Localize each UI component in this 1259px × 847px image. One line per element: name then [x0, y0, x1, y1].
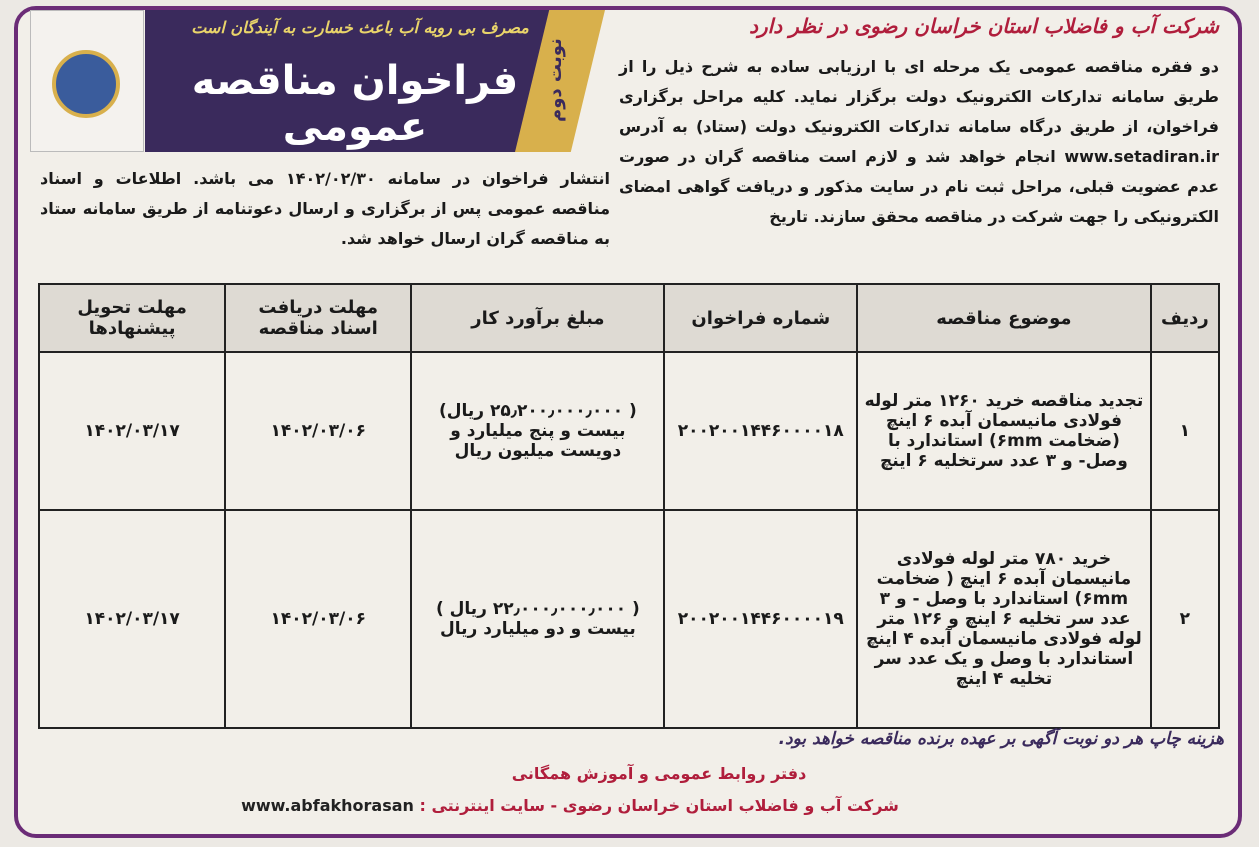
col-header-amount: مبلغ برآورد کار	[411, 284, 664, 352]
row-submit-deadline: ۱۴۰۲/۰۳/۱۷	[39, 352, 225, 510]
office-name: دفتر روابط عمومی و آموزش همگانی	[511, 764, 807, 783]
row-number: ۲۰۰۲۰۰۱۴۴۶۰۰۰۰۱۹	[664, 510, 857, 728]
row-doc-deadline: ۱۴۰۲/۰۳/۰۶	[225, 352, 411, 510]
table-header-row	[39, 284, 1219, 352]
website-link[interactable]: www.abfakhorasan	[241, 796, 414, 815]
table-row	[39, 352, 1219, 510]
tender-table	[38, 283, 1220, 729]
page-title: فراخوان مناقصه عمومی	[191, 58, 519, 150]
row-subject: خرید ۷۸۰ متر لوله فولادی مانیسمان آبده ۶ اینچ ( ضخامت ۶mm) استاندارد با وصل - و ۳ عدد سر تخلیه ۶ اینچ و ۱۲۶ متر لوله فولادی مانیسمان آبده ۴ اینچ استاندارد با وصل و یک عدد سر تخلیه ۴ اینچ	[857, 510, 1151, 728]
cost-note: هزینه چاپ هر دو نوبت آگهی بر عهده برنده مناقصه خواهد بود.	[778, 729, 1224, 749]
row-index: ۱	[1151, 352, 1219, 510]
stage-label: نوبت دوم	[545, 38, 566, 122]
col-header-index: ردیف	[1151, 284, 1219, 352]
row-subject: تجدید مناقصه خرید ۱۲۶۰ متر لوله فولادی مانیسمان آبده ۶ اینچ (ضخامت ۶mm) استاندارد با وصل- و ۳ عدد سرتخلیه ۶ اینچ	[857, 352, 1151, 510]
col-header-subject: موضوع مناقصه	[857, 284, 1151, 352]
footer-company-label: شرکت آب و فاضلاب استان خراسان رضوی - سایت اینترنتی :	[419, 796, 899, 815]
footer-company	[150, 796, 990, 815]
water-drop-logo-icon	[52, 50, 120, 118]
row-number: ۲۰۰۲۰۰۱۴۴۶۰۰۰۰۱۸	[664, 352, 857, 510]
col-header-doc-deadline: مهلت دریافت اسناد مناقصه	[225, 284, 411, 352]
row-amount: ( ۲۵٫۲۰۰٫۰۰۰٫۰۰۰ ریال) بیست و پنج میلیارد و دویست میلیون ریال	[411, 352, 664, 510]
intro-continuation: انتشار فراخوان در سامانه ۱۴۰۲/۰۲/۳۰ می باشد. اطلاعات و اسناد مناقصه عمومی پس از برگزاری و ارسال دعوتنامه از طریق سامانه ستاد به مناقصه گران ارسال خواهد شد.	[40, 169, 610, 248]
col-header-submit-deadline: مهلت تحویل پیشنهادها	[39, 284, 225, 352]
intro-text: دو فقره مناقصه عمومی یک مرحله ای با ارزیابی ساده به شرح ذیل را از طریق سامانه تدارکات الکترونیک دولت برگزار نماید. کلیه مراحل برگزاری فراخوان، از طریق درگاه سامانه تدارکات الکترونیک دولت (ستاد) به آدرس www.setadiran.ir انجام خواهد شد و لازم است مناقصه گران در صورت عدم عضویت قبلی، مراحل ثبت نام در سایت مذکور و دریافت گواهی امضای الکترونیکی را جهت شرکت در مناقصه محقق سازند. تاریخ	[619, 57, 1219, 226]
header-slogan: مصرف بی رویه آب باعث خسارت به آیندگان است	[191, 18, 529, 37]
row-amount: ( ۲۲٫۰۰۰٫۰۰۰٫۰۰۰ ریال ) بیست و دو میلیارد ریال	[411, 510, 664, 728]
row-doc-deadline: ۱۴۰۲/۰۳/۰۶	[225, 510, 411, 728]
company-title: شرکت آب و فاضلاب استان خراسان رضوی در نظر دارد	[749, 14, 1219, 38]
row-submit-deadline: ۱۴۰۲/۰۳/۱۷	[39, 510, 225, 728]
col-header-number: شماره فراخوان	[664, 284, 857, 352]
table-row	[39, 510, 1219, 728]
row-index: ۲	[1151, 510, 1219, 728]
